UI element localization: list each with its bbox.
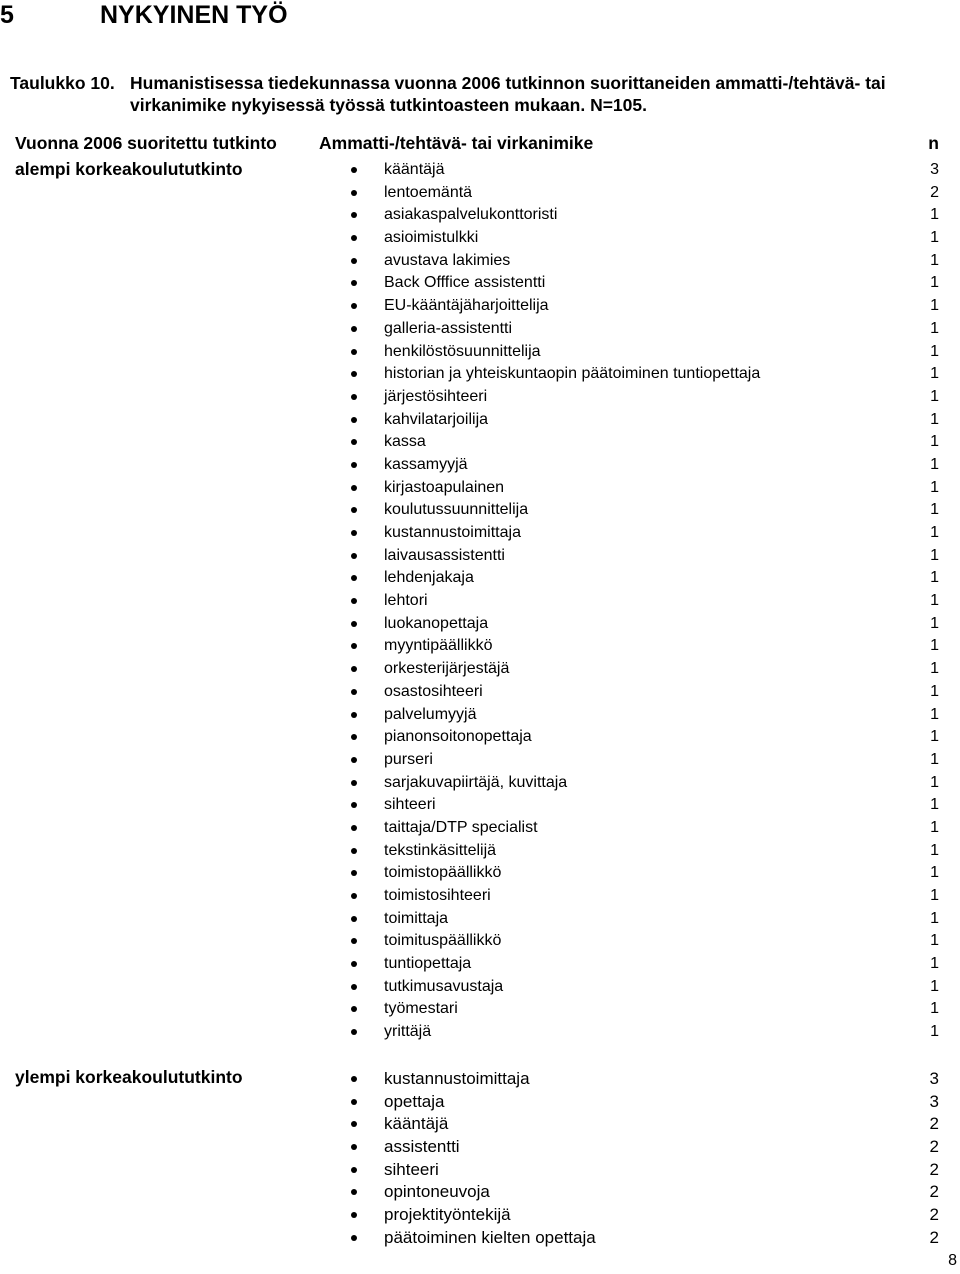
occupation-count: 1 <box>930 206 939 224</box>
bullet-icon <box>351 462 357 468</box>
table-row <box>0 409 960 432</box>
occupation-count: 2 <box>929 1137 939 1157</box>
occupation-name: kassamyyjä <box>384 455 468 473</box>
occupation-count: 1 <box>930 387 939 405</box>
occupation-name: kääntäjä <box>384 161 445 178</box>
bullet-icon <box>351 485 357 491</box>
bullet-icon <box>351 1029 357 1035</box>
occupation-count: 1 <box>930 365 939 383</box>
occupation-count: 1 <box>930 818 939 836</box>
table-row <box>0 295 960 318</box>
bullet-icon <box>351 1235 357 1241</box>
occupation-count: 2 <box>929 1159 939 1179</box>
occupation-name: henkilöstösuunnittelija <box>384 342 541 360</box>
occupation-count: 2 <box>929 1205 939 1225</box>
occupation-count: 1 <box>930 592 939 610</box>
occupation-name: työmestari <box>384 1000 458 1018</box>
bullet-icon <box>351 666 357 672</box>
occupation-count: 1 <box>930 410 939 428</box>
bullet-icon <box>351 326 357 332</box>
bullet-icon <box>351 553 357 559</box>
occupation-name: sihteeri <box>384 796 436 814</box>
table-row <box>0 658 960 681</box>
occupation-count: 1 <box>930 319 939 337</box>
page-number: 8 <box>948 1252 957 1269</box>
occupation-name: asioimistulkki <box>384 229 479 247</box>
occupation-name: pianonsoitonopettaja <box>384 728 532 746</box>
occupation-name: projektityöntekijä <box>384 1205 511 1225</box>
table-row <box>0 998 960 1021</box>
occupation-count: 1 <box>930 297 939 315</box>
occupation-count: 1 <box>930 841 939 859</box>
table-row <box>0 1068 960 1091</box>
occupation-name: toimittaja <box>384 909 449 927</box>
bullet-icon <box>351 1144 357 1150</box>
occupation-count: 1 <box>930 728 939 746</box>
occupation-count: 1 <box>930 773 939 791</box>
occupation-name: kustannustoimittaja <box>384 524 521 541</box>
occupation-name: tutkimusavustaja <box>384 977 504 995</box>
occupation-name: kassa <box>384 433 426 451</box>
section-number: 5 <box>0 1 14 29</box>
occupation-name: avustava lakimies <box>384 251 511 269</box>
bullet-icon <box>351 530 357 536</box>
table-row <box>0 1159 960 1182</box>
table-row <box>0 794 960 817</box>
table-row <box>0 182 960 205</box>
occupation-count: 3 <box>930 161 939 178</box>
occupation-name: kirjastoapulainen <box>384 478 505 496</box>
occupation-name: galleria-assistentti <box>384 319 513 337</box>
bullet-icon <box>351 258 357 264</box>
bullet-icon <box>351 938 357 944</box>
bullet-icon <box>351 439 357 445</box>
bullet-icon <box>351 984 357 990</box>
table-row <box>0 749 960 772</box>
occupation-count: 1 <box>930 251 939 269</box>
column-header-occupation: Ammatti-/tehtävä- tai virkanimike <box>319 133 594 153</box>
occupation-name: opintoneuvoja <box>384 1182 490 1202</box>
table-row <box>0 1204 960 1227</box>
occupation-list-ylempi <box>0 1068 960 1250</box>
bullet-icon <box>351 1099 357 1105</box>
occupation-name: toimituspäällikkö <box>384 932 502 950</box>
table-row <box>0 227 960 250</box>
table-row <box>0 1181 960 1204</box>
bullet-icon <box>351 349 357 355</box>
occupation-name: luokanopettaja <box>384 614 489 632</box>
table-row <box>0 840 960 863</box>
occupation-count: 1 <box>930 524 939 541</box>
occupation-name: historian ja yhteiskuntaopin päätoiminen tuntiopettaja <box>384 365 761 383</box>
bullet-icon <box>351 1076 357 1082</box>
occupation-count: 2 <box>929 1114 939 1134</box>
bullet-icon <box>351 575 357 581</box>
occupation-count: 1 <box>930 955 939 973</box>
bullet-icon <box>351 1121 357 1127</box>
table-row <box>0 726 960 749</box>
table-row <box>0 817 960 840</box>
table-row <box>0 635 960 658</box>
occupation-count: 1 <box>930 501 939 519</box>
occupation-name: järjestösihteeri <box>384 387 488 405</box>
occupation-name: asiakaspalvelukonttoristi <box>384 206 558 224</box>
occupation-count: 1 <box>930 1000 939 1018</box>
table-row <box>0 204 960 227</box>
occupation-count: 2 <box>929 1182 939 1202</box>
occupation-count: 1 <box>930 796 939 814</box>
occupation-name: tuntiopettaja <box>384 955 472 973</box>
occupation-name: palvelumyyjä <box>384 705 477 723</box>
bullet-icon <box>351 825 357 831</box>
group-label-alempi: alempi korkeakoulututkinto <box>15 159 243 179</box>
bullet-icon <box>351 598 357 604</box>
bullet-icon <box>351 961 357 967</box>
bullet-icon <box>351 621 357 627</box>
table-row <box>0 386 960 409</box>
table-row <box>0 567 960 590</box>
table-row <box>0 772 960 795</box>
bullet-icon <box>351 757 357 763</box>
table-row <box>0 930 960 953</box>
bullet-icon <box>351 780 357 786</box>
occupation-count: 1 <box>930 682 939 700</box>
occupation-name: lentoemäntä <box>384 183 473 201</box>
occupation-count: 1 <box>930 909 939 927</box>
occupation-name: Back Offfice assistentti <box>384 274 546 292</box>
table-row <box>0 431 960 454</box>
occupation-name: kustannustoimittaja <box>384 1069 530 1088</box>
table-row <box>0 499 960 522</box>
table-row <box>0 590 960 613</box>
occupation-name: taittaja/DTP specialist <box>384 818 538 836</box>
bullet-icon <box>351 893 357 899</box>
occupation-name: lehtori <box>384 592 428 610</box>
table-row <box>0 1113 960 1136</box>
occupation-count: 1 <box>930 274 939 292</box>
occupation-count: 1 <box>930 433 939 451</box>
column-header-n: n <box>928 133 939 153</box>
occupation-count: 1 <box>930 660 939 678</box>
bullet-icon <box>351 870 357 876</box>
bullet-icon <box>351 848 357 854</box>
table-row <box>0 613 960 636</box>
occupation-count: 1 <box>930 455 939 473</box>
table-caption-label: Taulukko 10. <box>10 73 115 93</box>
table-row <box>0 159 960 182</box>
table-row <box>0 522 960 545</box>
occupation-name: päätoiminen kielten opettaja <box>384 1227 596 1247</box>
occupation-name: osastosihteeri <box>384 682 483 700</box>
bullet-icon <box>351 1212 357 1218</box>
table-row <box>0 862 960 885</box>
bullet-icon <box>351 1167 357 1173</box>
bullet-icon <box>351 167 357 173</box>
occupation-count: 2 <box>930 183 939 201</box>
table-caption <box>10 72 940 116</box>
bullet-icon <box>351 280 357 286</box>
bullet-icon <box>351 507 357 513</box>
occupation-count: 3 <box>929 1069 939 1088</box>
table-row <box>0 477 960 500</box>
table-row <box>0 454 960 477</box>
section-title: NYKYINEN TYÖ <box>100 1 288 29</box>
occupation-list-alempi <box>0 159 960 1044</box>
occupation-count: 1 <box>930 569 939 587</box>
occupation-name: EU-kääntäjäharjoittelija <box>384 297 549 315</box>
occupation-count: 2 <box>929 1227 939 1247</box>
table-row <box>0 681 960 704</box>
bullet-icon <box>351 734 357 740</box>
occupation-name: laivausassistentti <box>384 546 505 564</box>
occupation-name: kahvilatarjoilija <box>384 410 489 428</box>
table-row <box>0 885 960 908</box>
bullet-icon <box>351 235 357 241</box>
occupation-count: 1 <box>930 750 939 768</box>
table-row <box>0 250 960 273</box>
occupation-count: 1 <box>930 1023 939 1041</box>
table-row <box>0 908 960 931</box>
bullet-icon <box>351 190 357 196</box>
occupation-count: 1 <box>930 977 939 995</box>
bullet-icon <box>351 417 357 423</box>
bullet-icon <box>351 689 357 695</box>
occupation-count: 1 <box>930 864 939 882</box>
occupation-name: kääntäjä <box>384 1114 449 1134</box>
occupation-count: 1 <box>930 614 939 632</box>
table-row <box>0 1021 960 1044</box>
occupation-name: toimistosihteeri <box>384 887 491 904</box>
occupation-count: 3 <box>929 1091 939 1111</box>
group-label-ylempi: ylempi korkeakoulututkinto <box>15 1067 243 1087</box>
table-row <box>0 953 960 976</box>
bullet-icon <box>351 371 357 377</box>
occupation-count: 1 <box>930 932 939 950</box>
occupation-count: 1 <box>930 887 939 904</box>
table-row <box>0 1227 960 1250</box>
table-row <box>0 318 960 341</box>
bullet-icon <box>351 303 357 309</box>
bullet-icon <box>351 643 357 649</box>
table-row <box>0 1136 960 1159</box>
table-row <box>0 976 960 999</box>
occupation-name: lehdenjakaja <box>384 569 474 587</box>
occupation-name: sihteeri <box>384 1159 439 1179</box>
table-row <box>0 704 960 727</box>
occupation-count: 1 <box>930 546 939 564</box>
occupation-name: orkesterijärjestäjä <box>384 660 510 678</box>
bullet-icon <box>351 212 357 218</box>
occupation-count: 1 <box>930 637 939 655</box>
table-row <box>0 545 960 568</box>
bullet-icon <box>351 712 357 718</box>
occupation-name: myyntipäällikkö <box>384 637 493 655</box>
column-header-degree: Vuonna 2006 suoritettu tutkinto <box>15 133 277 153</box>
occupation-name: opettaja <box>384 1091 445 1111</box>
occupation-name: koulutussuunnittelija <box>384 501 529 519</box>
occupation-name: purseri <box>384 750 433 768</box>
table-caption-text: Humanistisessa tiedekunnassa vuonna 2006 tutkinnon suorittaneiden ammatti-/tehtävä- tai virkanimike nykyisessä työssä tutkintoasteen mukaan. N=105. <box>130 73 886 115</box>
table-row <box>0 272 960 295</box>
bullet-icon <box>351 802 357 808</box>
occupation-count: 1 <box>930 229 939 247</box>
table-row <box>0 341 960 364</box>
occupation-name: assistentti <box>384 1137 460 1157</box>
occupation-name: tekstinkäsittelijä <box>384 841 497 859</box>
bullet-icon <box>351 916 357 922</box>
occupation-name: yrittäjä <box>384 1023 432 1041</box>
bullet-icon <box>351 1006 357 1012</box>
occupation-name: sarjakuvapiirtäjä, kuvittaja <box>384 773 568 791</box>
occupation-count: 1 <box>930 705 939 723</box>
table-row <box>0 1091 960 1114</box>
bullet-icon <box>351 1189 357 1195</box>
table-row <box>0 363 960 386</box>
occupation-name: toimistopäällikkö <box>384 864 502 882</box>
bullet-icon <box>351 394 357 400</box>
occupation-count: 1 <box>930 342 939 360</box>
occupation-count: 1 <box>930 478 939 496</box>
